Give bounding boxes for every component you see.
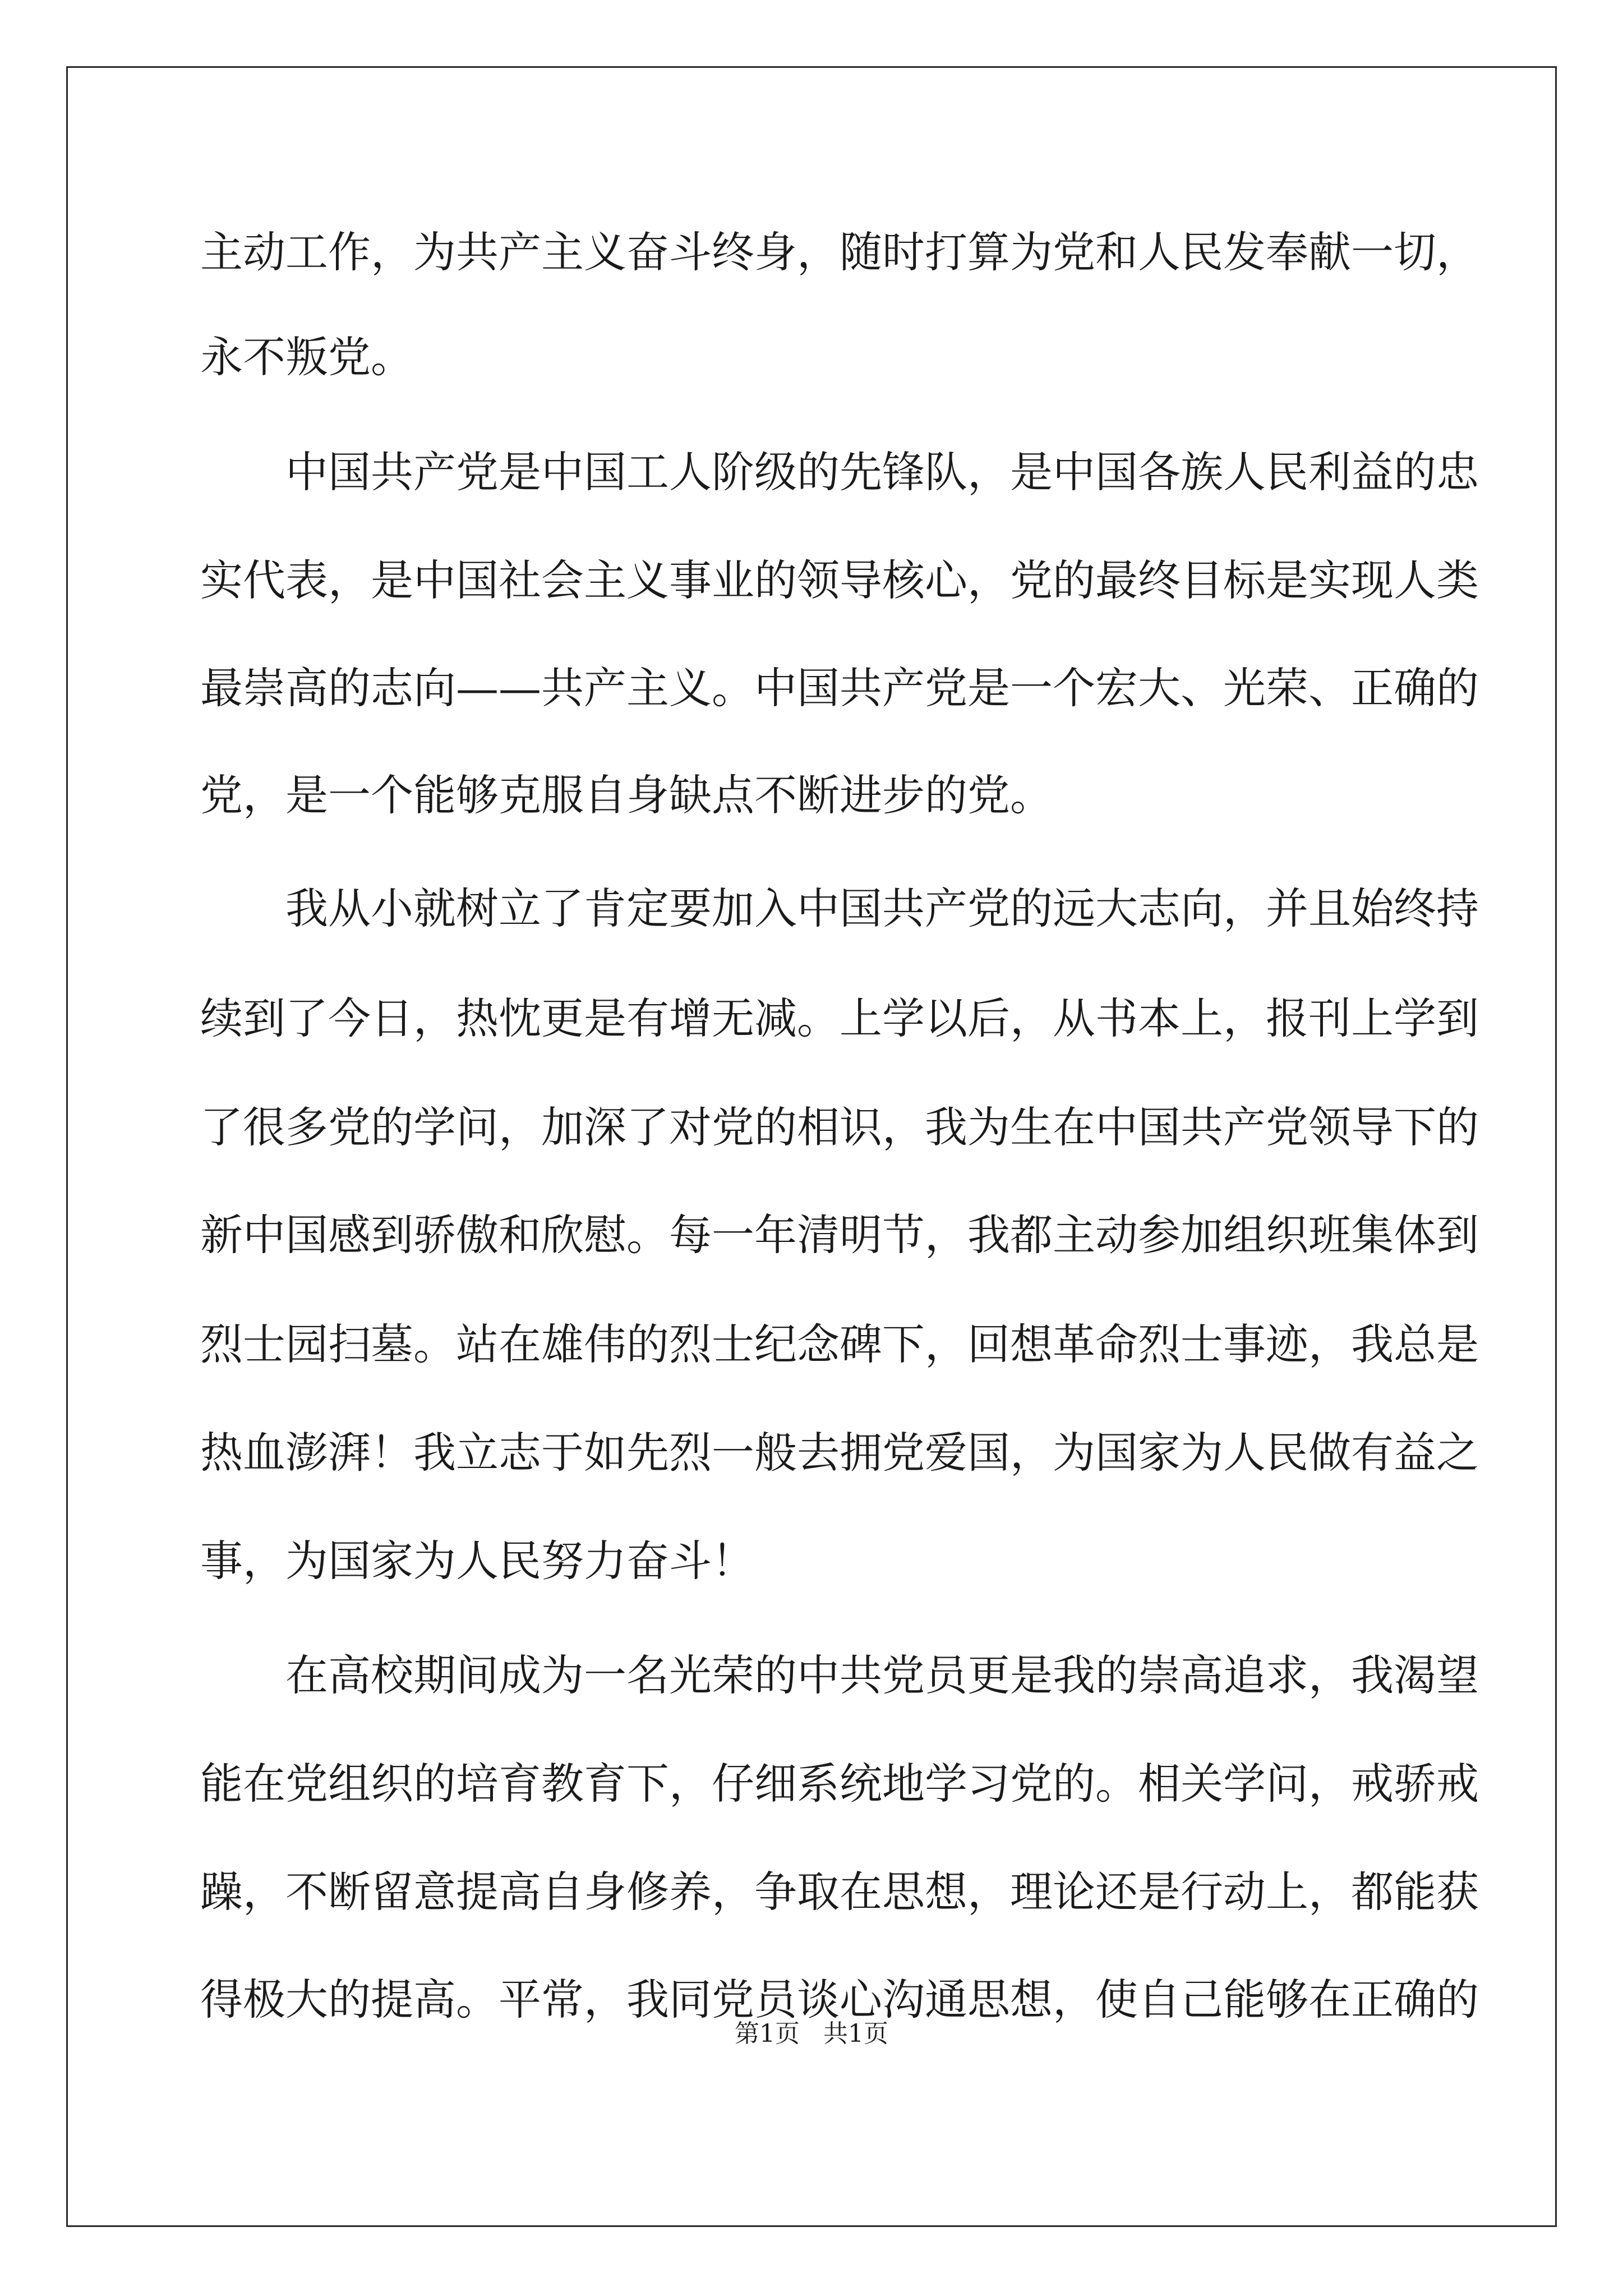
text-line: 中国共产党是中国工人阶级的先锋队，是中国各族人民利益的忠 <box>285 447 1479 497</box>
text-line: 实代表，是中国社会主义事业的领导核心，党的最终目标是实现人类 <box>200 555 1479 605</box>
text-line: 最崇高的志向——共产主义。中国共产党是一个宏大、光荣、正确的 <box>200 663 1479 713</box>
text-line: 永不叛党。 <box>200 332 413 382</box>
text-line: 得极大的提高。平常，我同党员谈心沟通思想，使自己能够在正确的 <box>200 1975 1479 2024</box>
text-line: 能在党组织的培育教育下，仔细系统地学习党的。相关学问，戒骄戒 <box>200 1759 1479 1809</box>
text-line: 我从小就树立了肯定要加入中国共产党的远大志向，并且始终持 <box>285 884 1479 933</box>
page-footer <box>0 2017 1623 2051</box>
page-number: 第1页 <box>735 2019 800 2048</box>
text-line: 热血澎湃！我立志于如先烈一般去拥党爱国，为国家为人民做有益之 <box>200 1428 1479 1478</box>
text-line: 续到了今日，热忱更是有增无减。上学以后，从书本上，报刊上学到 <box>200 993 1479 1043</box>
text-line: 了很多党的学问，加深了对党的相识，我为生在中国共产党领导下的 <box>200 1102 1479 1152</box>
text-line: 主动工作，为共产主义奋斗终身，随时打算为党和人民发奉献一切， <box>200 227 1479 277</box>
document-body <box>200 224 1479 2024</box>
page-total: 共1页 <box>823 2019 888 2048</box>
text-line: 党，是一个能够克服自身缺点不断进步的党。 <box>200 770 1053 820</box>
text-line: 事，为国家为人民努力奋斗！ <box>200 1536 754 1586</box>
text-line: 躁，不断留意提高自身修养，争取在思想，理论还是行动上，都能获 <box>200 1867 1479 1917</box>
text-line: 烈士园扫墓。站在雄伟的烈士纪念碑下，回想革命烈士事迹，我总是 <box>200 1319 1479 1369</box>
text-line: 新中国感到骄傲和欣慰。每一年清明节，我都主动参加组织班集体到 <box>200 1210 1479 1260</box>
text-line: 在高校期间成为一名光荣的中共党员更是我的崇高追求，我渴望 <box>285 1650 1479 1700</box>
